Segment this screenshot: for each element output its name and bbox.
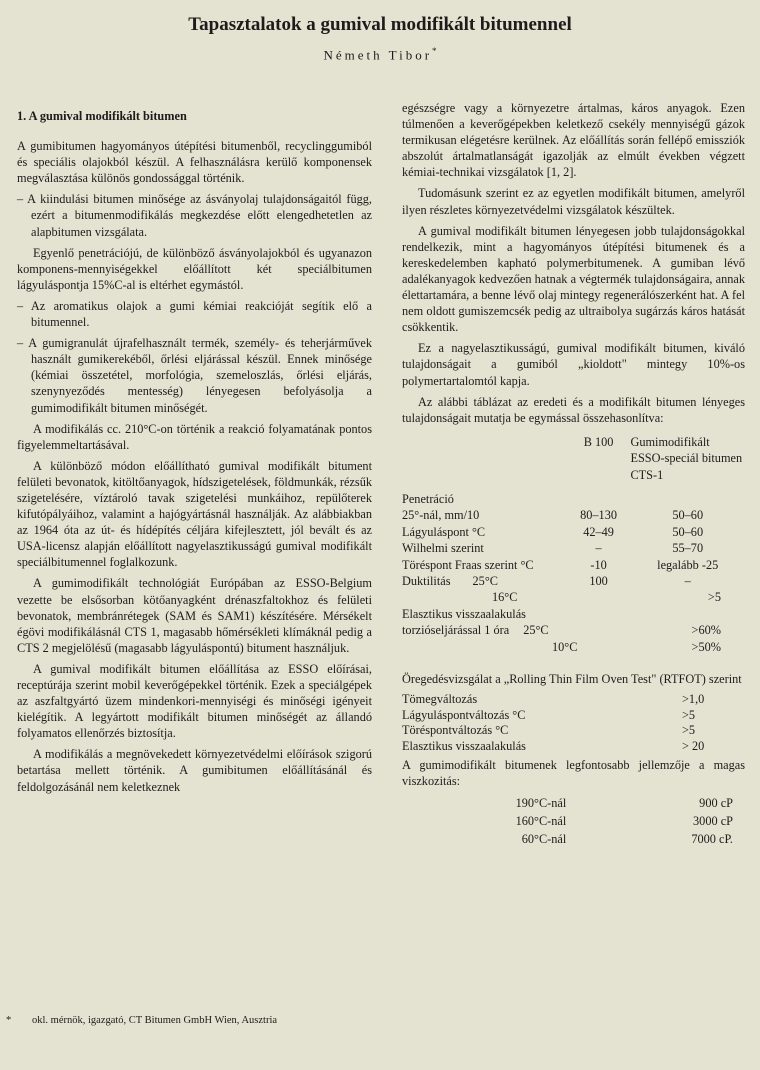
rtfot-label: Elasztikus visszaalakulás <box>402 738 526 753</box>
section-heading: 1. A gumival modifikált bitumen <box>17 109 187 123</box>
rtfot-label: Töréspontváltozás °C <box>402 723 509 738</box>
bullet-item: – A gumigranulát újrafelhasznált termék, személy- és teherjárművek használt gumikerekéből, őrlési eljárással készül. Ennek minősége (kémiai összetétel, morfológia, szemeloszlás, őrlési eljárás, szenynyeződés mentesség) lényegesen befolyásolja a gumimodifikált bitumen minőségét. <box>17 336 372 415</box>
table-row <box>402 830 745 848</box>
viscosity-intro: A gumimodifikált bitumenek legfontosabb jellemzője a magas viszkozitás: <box>402 757 745 788</box>
rtfot-value: >5 <box>682 723 696 738</box>
row-label: torzióseljárással 1 óra <box>402 623 510 638</box>
cell-cts1: – <box>684 574 691 589</box>
row-label: Elasztikus visszaalakulás <box>402 606 526 621</box>
table-row <box>402 491 745 507</box>
table-header-row <box>402 434 745 483</box>
row-label: Lágyuláspont °C <box>402 524 486 539</box>
paragraph: A gumival modifikált bitumen lényegesen jobb tulajdonságokkal rendelkezik, mint a hagyományos útépítési bitumenek és a kereskedelemben kapható polymerbitumenek. A gumiban lévő adalékanyagok kedvezően hatnak a végtermék tulajdonságaira, annak élettartamára, a benne lévő olaj mintegy regenerálószerként hat. A fel nem oldott gumiszemcsék pedig az ultraibolya sugárzás káros hatását csökkentik. <box>402 223 745 335</box>
paragraph: A gumibitumen hagyományos útépítési bitumenből, recyclinggumiból és speciális olajokból készül. A felhasználásra kerülő komponensek megválasztása különös gondossággal történik. <box>17 139 372 186</box>
paragraph: egészségre vagy a környezetre ártalmas, káros anyagok. Ezen túlmenően a keverőgépekben keletkező csekély mennyiségű gázok termikusan elégetésre kerülnek. Az előállítás során fellépő emissziók abszolút ártalmatlanságát igazolják az elmúlt években végzett kémiai-technikai vizsgálatok [1, 2]. <box>402 101 745 180</box>
rtfot-value: >1,0 <box>682 692 705 707</box>
table-row <box>402 540 745 556</box>
paragraph: Az alábbi táblázat az eredeti és a modifikált bitumen lényeges tulajdonságait mutatja be egymással összehasonlítva: <box>402 394 745 425</box>
bullet-item: – Az aromatikus olajok a gumi kémiai reakcióját segítik elő a bitumennel. <box>17 298 372 330</box>
properties-table <box>402 434 745 655</box>
table-row <box>402 639 745 655</box>
footnote-mark: * <box>6 1015 12 1026</box>
author-line <box>0 46 760 63</box>
table-row <box>402 794 745 812</box>
cell-b100: – <box>595 541 602 556</box>
temp-label: 25°C <box>523 623 549 638</box>
temp-label: 25°C <box>472 574 498 589</box>
table-row <box>402 692 745 708</box>
table-row <box>402 524 745 540</box>
visc-temp: 60°C-nál <box>521 831 567 846</box>
cell-cts1: 50–60 <box>672 524 704 539</box>
cell-b100: 42–49 <box>583 524 614 539</box>
row-label: 25°-nál, mm/10 <box>402 508 480 523</box>
cell-cts1: >5 <box>707 590 721 605</box>
cell-cts1: 50–60 <box>672 508 704 523</box>
temp-label: 10°C <box>552 639 578 654</box>
rtfot-heading: Öregedésvizsgálat a „Rolling Thin Film Oven Test" (RTFOT) szerint <box>402 672 742 687</box>
footnote-text: okl. mérnök, igazgató, CT Bitumen GmbH Wien, Ausztria <box>32 1015 278 1026</box>
visc-value: 3000 cP <box>693 813 733 828</box>
column-header-b100: B 100 <box>583 434 614 449</box>
left-column <box>17 108 372 800</box>
paragraph: Egyenlő penetrációjú, de különböző ásványolajokból és ugyanazon komponens-mennyiségekkel előállított két speciálbitumen lágyuláspontja 15%C-al is eltérhet egymástól. <box>17 245 372 292</box>
footnote <box>6 1014 366 1027</box>
article-title: Tapasztalatok a gumival modifikált bitumennel <box>188 14 572 35</box>
column-header-cts1: Gumimodifikált ESSO-speciál bitumen CTS-1 <box>630 434 743 482</box>
bullet-item: – A kiindulási bitumen minősége az ásványolaj tulajdonságaitól függ, ezért a bitumenmodifikálás megkezdése előtt elengedhetetlen az alapbitumen vizsgálata. <box>17 192 372 239</box>
author-footnote-mark: * <box>432 46 437 56</box>
rtfot-section <box>402 671 745 848</box>
paragraph: Tudomásunk szerint ez az egyetlen modifikált bitumen, amelyről ilyen részletes környezetvédelmi vizsgálatok készültek. <box>402 186 745 217</box>
rtfot-label: Lágyuláspontváltozás °C <box>402 707 526 722</box>
table-row <box>402 708 745 724</box>
author-name: Németh Tibor <box>323 47 433 63</box>
row-label: Penetráció <box>402 492 454 506</box>
table-row <box>402 606 745 622</box>
temp-label: 16°C <box>492 590 518 605</box>
table-row <box>402 507 745 523</box>
visc-value: 900 cP <box>699 795 733 810</box>
row-label: Duktilitás <box>402 574 451 589</box>
right-column <box>402 100 745 848</box>
table-row <box>402 573 745 589</box>
table-row <box>402 557 745 573</box>
paragraph: A különböző módon előállítható gumival modifikált bitument felületi bevonatok, kitöltőanyagok, hídszigetelések, földmunkák, rézsűk szigetelésére, víztároló tavak szigetelési munkáihoz, repülőterek kifutópályáihoz, valamint a hajógyártásnál használják. Az alábbiakban az 1964 óta az út- és hídépítés céljára kifejlesztett, jól bevált és az USA-licensz alapján előállított nagyelasztikusságú gumival modifikált speciálbitumennel foglalkozunk. <box>17 458 372 570</box>
table-row <box>402 723 745 739</box>
table-row <box>402 622 745 638</box>
cell-cts1: 55–70 <box>672 541 704 556</box>
paragraph: Ez a nagyelasztikusságú, gumival modifikált bitumen, kiváló tulajdonságait a gumiból „kioldott" mintegy 10%-os polymertartalomtól kapja. <box>402 341 745 388</box>
rtfot-table <box>402 692 745 754</box>
table-row <box>402 483 745 491</box>
table-row <box>402 812 745 830</box>
table-row <box>402 739 745 755</box>
visc-value: 7000 cP. <box>691 831 733 846</box>
row-label: Wilhelmi szerint <box>402 541 484 556</box>
paragraph: A modifikálás cc. 210°C-on történik a reakció folyamatának pontos figyelemmeltartásával. <box>17 421 372 452</box>
viscosity-table <box>402 794 745 848</box>
rtfot-label: Tömegváltozás <box>402 692 478 707</box>
table-row <box>402 589 745 605</box>
cell-cts1: >50% <box>691 639 721 654</box>
cell-b100: 100 <box>589 574 608 589</box>
visc-temp: 160°C-nál <box>515 813 567 828</box>
paragraph: A gumimodifikált technológiát Európában az ESSO-Belgium vezette be elsősorban kötőanyagként drénaszfaltokhoz és felületi bevonatok, membránrétegek (SAM és SAM1) készítésére. Mérsékelt égövi modifikálásnál CTS 1, magasabb hőmérsékleti klímáknál pedig a CTS 2 megjelölésű (magasabb lágyuláspontú) bitument használjuk. <box>17 576 372 655</box>
cell-b100: -10 <box>590 557 607 572</box>
cell-b100: 80–130 <box>580 508 617 523</box>
rtfot-value: > 20 <box>682 738 705 753</box>
visc-temp: 190°C-nál <box>515 795 567 810</box>
cell-cts1: >60% <box>691 623 721 638</box>
paragraph: A modifikálás a megnövekedett környezetvédelmi előírások szigorú betartása mellett történik. A gumibitumen előállításánál és feldolgozásánál nem keletkeznek <box>17 747 372 794</box>
row-label: Töréspont Fraas szerint °C <box>402 557 534 572</box>
cell-cts1: legalább -25 <box>657 557 719 572</box>
rtfot-value: >5 <box>682 707 696 722</box>
paragraph: A gumival modifikált bitumen előállítása az ESSO előírásai, receptúrája szerint mobil keverőgépekkel történik. Ezek a speciálgépek az aszfaltgyártó üzem mindenkori-mennyiségi és minőségi igényeit kielégítik. A legyártott modifikált bitumen minőségét az állandó folyamatos ellenőrzés biztosítja. <box>17 661 372 741</box>
